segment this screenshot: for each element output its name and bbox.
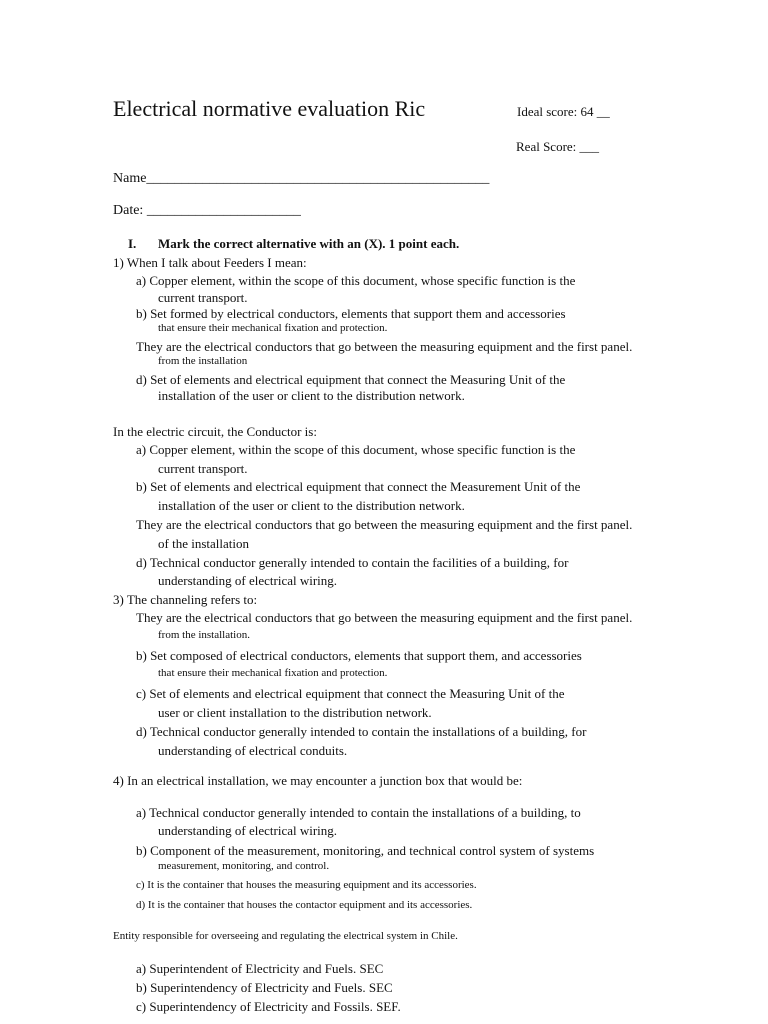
name-field[interactable]: Name_________________________________________________ xyxy=(113,171,490,186)
document-title: Electrical normative evaluation Ric xyxy=(113,96,426,121)
question-stem: 3) The channeling refers to: xyxy=(113,592,258,607)
option-item[interactable]: b) Set formed by electrical conductors, elements that support them and accessories xyxy=(136,306,566,321)
option-item[interactable]: c) Superintendency of Electricity and Fossils. SEF. xyxy=(136,999,401,1014)
option-item[interactable]: a) Copper element, within the scope of this document, whose specific function is the xyxy=(136,273,576,288)
option-continuation: that ensure their mechanical fixation and protection. xyxy=(158,667,388,679)
option-continuation: of the installation xyxy=(158,536,249,551)
question-stem: 4) In an electrical installation, we may encounter a junction box that would be: xyxy=(113,773,523,788)
section-heading xyxy=(128,236,459,252)
option-continuation: current transport. xyxy=(158,461,248,476)
date-field[interactable]: Date: ______________________ xyxy=(113,203,301,218)
real-score: Real Score: ___ xyxy=(516,139,600,154)
option-item[interactable]: d) Technical conductor generally intended to contain the facilities of a building, for xyxy=(136,555,569,570)
option-continuation: installation of the user or client to the distribution network. xyxy=(158,388,465,403)
option-item[interactable]: They are the electrical conductors that go between the measuring equipment and the first panel. xyxy=(136,339,633,354)
option-continuation: measurement, monitoring, and control. xyxy=(158,860,330,872)
ideal-score: Ideal score: 64 __ xyxy=(517,104,610,119)
option-item[interactable]: d) It is the container that houses the contactor equipment and its accessories. xyxy=(136,899,473,911)
option-item[interactable]: They are the electrical conductors that go between the measuring equipment and the first panel. xyxy=(136,517,633,532)
option-continuation: user or client installation to the distribution network. xyxy=(158,705,432,720)
option-item[interactable]: c) Set of elements and electrical equipment that connect the Measuring Unit of the xyxy=(136,686,565,701)
question-stem: 1) When I talk about Feeders I mean: xyxy=(113,255,307,270)
option-continuation: understanding of electrical wiring. xyxy=(158,823,338,838)
option-item[interactable]: b) Superintendency of Electricity and Fuels. SEC xyxy=(136,980,393,995)
option-item[interactable]: c) It is the container that houses the measuring equipment and its accessories. xyxy=(136,879,477,891)
option-item[interactable]: d) Set of elements and electrical equipment that connect the Measuring Unit of the xyxy=(136,372,566,387)
option-item[interactable]: b) Set composed of electrical conductors, elements that support them, and accessories xyxy=(136,648,582,663)
option-item[interactable]: b) Set of elements and electrical equipment that connect the Measurement Unit of the xyxy=(136,479,581,494)
option-item[interactable]: d) Technical conductor generally intended to contain the installations of a building, for xyxy=(136,724,587,739)
option-continuation: current transport. xyxy=(158,290,248,305)
option-item[interactable]: They are the electrical conductors that go between the measuring equipment and the first panel. xyxy=(136,610,633,625)
option-continuation: from the installation xyxy=(158,355,248,367)
option-continuation: from the installation. xyxy=(158,629,250,641)
question-stem: Entity responsible for overseeing and regulating the electrical system in Chile. xyxy=(113,930,458,942)
option-continuation: that ensure their mechanical fixation and protection. xyxy=(158,322,388,334)
section-instruction: Mark the correct alternative with an (X). 1 point each. xyxy=(158,236,460,251)
question-stem: In the electric circuit, the Conductor is: xyxy=(113,424,317,439)
section-number: I. xyxy=(128,236,137,251)
option-item[interactable]: b) Component of the measurement, monitoring, and technical control system of systems xyxy=(136,843,595,858)
option-continuation: understanding of electrical conduits. xyxy=(158,743,348,758)
option-continuation: installation of the user or client to the distribution network. xyxy=(158,498,465,513)
option-item[interactable]: a) Copper element, within the scope of this document, whose specific function is the xyxy=(136,442,576,457)
option-continuation: understanding of electrical wiring. xyxy=(158,573,338,588)
option-item[interactable]: a) Technical conductor generally intended to contain the installations of a building, to xyxy=(136,805,581,820)
option-item[interactable]: a) Superintendent of Electricity and Fuels. SEC xyxy=(136,961,384,976)
